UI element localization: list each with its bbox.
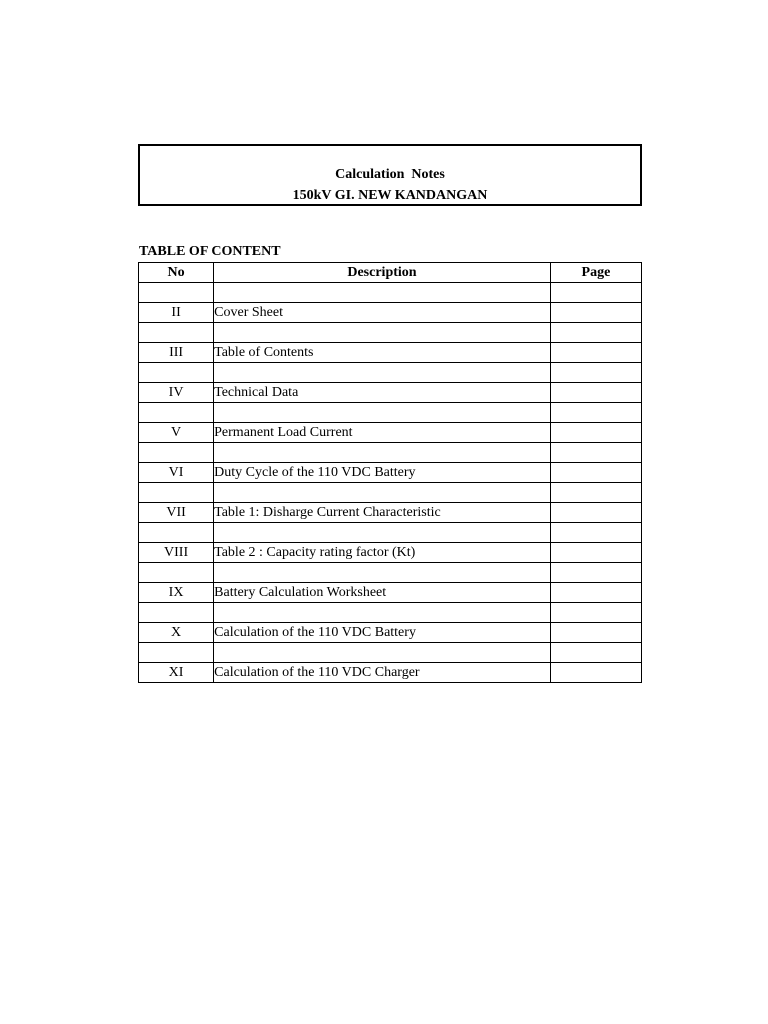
document-title-box xyxy=(138,144,642,206)
document-subtitle: 150kV GI. NEW KANDANGAN xyxy=(292,188,488,203)
table-row xyxy=(139,583,642,603)
row-description-cell: Technical Data xyxy=(214,383,551,403)
row-page-cell xyxy=(550,283,641,303)
table-row xyxy=(139,443,642,463)
row-description-cell xyxy=(214,483,551,503)
row-number-cell: VI xyxy=(139,463,214,483)
row-page-cell xyxy=(550,463,641,483)
row-page-cell xyxy=(550,503,641,523)
toc-header-row xyxy=(139,263,642,283)
row-number-cell xyxy=(139,523,214,543)
column-header-page: Page xyxy=(550,263,641,283)
document-title: Calculation Notes xyxy=(335,167,445,182)
row-page-cell xyxy=(550,623,641,643)
row-description-cell: Table of Contents xyxy=(214,343,551,363)
table-row xyxy=(139,603,642,623)
row-page-cell xyxy=(550,303,641,323)
row-description-cell: Calculation of the 110 VDC Charger xyxy=(214,663,551,683)
row-page-cell xyxy=(550,563,641,583)
row-number-cell xyxy=(139,483,214,503)
row-number-cell: III xyxy=(139,343,214,363)
row-description-cell xyxy=(214,363,551,383)
toc-table xyxy=(138,262,642,683)
row-page-cell xyxy=(550,523,641,543)
table-row xyxy=(139,483,642,503)
table-row xyxy=(139,343,642,363)
table-row xyxy=(139,643,642,663)
row-number-cell xyxy=(139,403,214,423)
row-page-cell xyxy=(550,423,641,443)
row-page-cell xyxy=(550,383,641,403)
row-page-cell xyxy=(550,483,641,503)
table-row xyxy=(139,423,642,443)
row-description-cell xyxy=(214,283,551,303)
row-page-cell xyxy=(550,403,641,423)
row-number-cell: VII xyxy=(139,503,214,523)
row-description-cell: Table 1: Disharge Current Characteristic xyxy=(214,503,551,523)
row-number-cell xyxy=(139,603,214,623)
row-page-cell xyxy=(550,663,641,683)
row-number-cell: II xyxy=(139,303,214,323)
row-description-cell xyxy=(214,323,551,343)
row-description-cell xyxy=(214,563,551,583)
table-row xyxy=(139,623,642,643)
table-row xyxy=(139,383,642,403)
table-row xyxy=(139,323,642,343)
table-row xyxy=(139,363,642,383)
column-header-description: Description xyxy=(214,263,551,283)
row-number-cell xyxy=(139,363,214,383)
table-row xyxy=(139,463,642,483)
row-description-cell: Table 2 : Capacity rating factor (Kt) xyxy=(214,543,551,563)
row-page-cell xyxy=(550,343,641,363)
row-number-cell xyxy=(139,323,214,343)
row-number-cell xyxy=(139,563,214,583)
row-description-cell xyxy=(214,523,551,543)
row-description-cell: Cover Sheet xyxy=(214,303,551,323)
row-number-cell: IX xyxy=(139,583,214,603)
row-description-cell xyxy=(214,443,551,463)
row-number-cell xyxy=(139,643,214,663)
toc-heading: TABLE OF CONTENT xyxy=(139,244,281,259)
row-page-cell xyxy=(550,323,641,343)
row-number-cell xyxy=(139,443,214,463)
row-page-cell xyxy=(550,583,641,603)
row-description-cell xyxy=(214,643,551,663)
row-number-cell: X xyxy=(139,623,214,643)
toc-body xyxy=(139,283,642,683)
table-row xyxy=(139,503,642,523)
row-page-cell xyxy=(550,643,641,663)
row-description-cell: Permanent Load Current xyxy=(214,423,551,443)
row-description-cell: Calculation of the 110 VDC Battery xyxy=(214,623,551,643)
table-row xyxy=(139,283,642,303)
column-header-no: No xyxy=(139,263,214,283)
row-page-cell xyxy=(550,543,641,563)
table-row xyxy=(139,663,642,683)
row-page-cell xyxy=(550,363,641,383)
row-description-cell xyxy=(214,403,551,423)
row-number-cell: VIII xyxy=(139,543,214,563)
row-number-cell: XI xyxy=(139,663,214,683)
row-description-cell xyxy=(214,603,551,623)
row-description-cell: Battery Calculation Worksheet xyxy=(214,583,551,603)
row-number-cell: IV xyxy=(139,383,214,403)
row-description-cell: Duty Cycle of the 110 VDC Battery xyxy=(214,463,551,483)
row-page-cell xyxy=(550,603,641,623)
table-row xyxy=(139,563,642,583)
table-row xyxy=(139,403,642,423)
table-row xyxy=(139,543,642,563)
table-row xyxy=(139,303,642,323)
row-number-cell: V xyxy=(139,423,214,443)
row-page-cell xyxy=(550,443,641,463)
table-row xyxy=(139,523,642,543)
row-number-cell xyxy=(139,283,214,303)
